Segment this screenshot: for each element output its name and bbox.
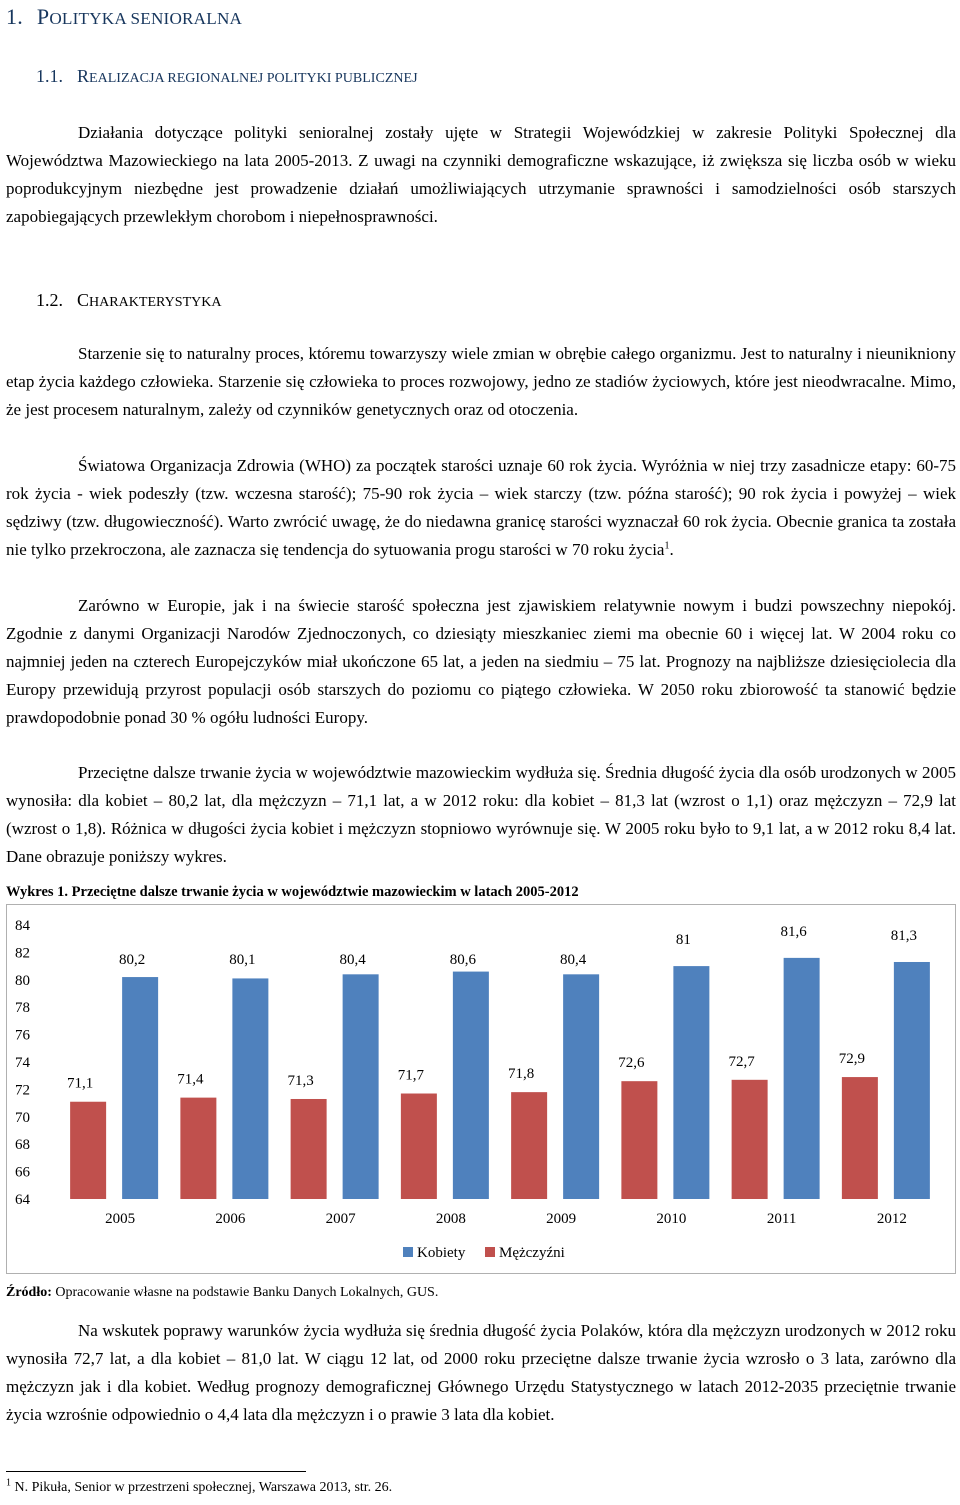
data-label: 71,4 [177,1071,204,1088]
data-label: 71,7 [397,1067,424,1084]
bar-kobiety [122,977,158,1199]
bar-kobiety [894,962,930,1199]
x-tick-label: 2010 [656,1211,687,1227]
legend-swatch [403,1247,413,1257]
intro-paragraph-text: Działania dotyczące polityki senioralnej zostały ujęte w Strategii Wojewódzkiej w zakresie Polityki Społecznej dla Województwa Mazowieckiego na lata 2005-2013. Z uwagi na czynniki demograficzne wskazujące, iż zwiększa się liczba osób w wieku poprodukcyjnym niezbędne jest prowadzenie działań umożliwiających utrzymanie sprawności i samodzielności osób starszych zapobiegających przewlekłym chorobom i niepełnosprawności. [6,123,956,226]
footnote-ref[interactable]: 1 [664,540,670,552]
bar-mezczyzni [180,1098,216,1199]
source-label: Źródło: [6,1285,52,1300]
y-tick-label: 68 [15,1137,30,1154]
chart-container [6,904,956,1274]
subsection-title-rest: EALIZACJA REGIONALNEJ POLITYKI PUBLICZNEJ [89,70,418,86]
bar-mezczyzni [621,1081,657,1199]
bar-kobiety [563,974,599,1199]
bar-mezczyzni [401,1094,437,1199]
final-paragraph [6,1317,956,1429]
chart-caption: Wykres 1. Przeciętne dalsze trwanie życia w województwie mazowieckim w latach 2005-2012 [6,884,579,900]
data-label: 80,4 [339,952,366,968]
x-tick-label: 2006 [215,1211,246,1227]
bar-mezczyzni [842,1077,878,1199]
subsection-title-initial: R [77,66,90,86]
subsection-heading-2 [36,290,222,311]
data-label: 71,3 [287,1072,314,1089]
section-heading [6,4,242,30]
bar-kobiety [343,974,379,1199]
y-tick-label: 80 [15,972,30,989]
paragraph-text: Starzenie się to naturalny proces, któremu towarzyszy wiele zmian w obrębie całego organizmu. Jest to naturalny i nieunikniony etap życia każdego człowieka. Starzenie się człowieka to proces rozwojowy, jedno ze stadiów życiowych, które jest nieodwracalne. Mimo, że jest procesem naturalnym, zależy od czynników genetycznych oraz od otoczenia. [6,344,956,419]
y-tick-label: 72 [15,1082,30,1099]
paragraph-text: Zarówno w Europie, jak i na świecie starość społeczna jest zjawiskiem relatywnie nowym i budzi powszechny niepokój. Zgodnie z danymi Organizacji Narodów Zjednoczonych, co dziesiąty mieszkaniec ziemi ma obecnie 60 i więcej lat. W 2004 roku co najmniej jeden na czterech Europejczyków miał ukończone 65 lat, a jeden na siedmiu – 75 lat. Prognozy na najbliższe dziesięciolecia dla Europy przewidują przyrost populacji osób starszych do poziomu co piątego człowieka. W 2050 roku zbiorowość ta stanowić będzie prawdopodobnie ponad 30 % ogółu ludności Europy. [6,596,956,727]
y-tick-label: 76 [15,1027,30,1044]
y-tick-label: 84 [15,918,30,934]
subsection-title-initial: C [77,290,90,310]
bar-kobiety [453,972,489,1199]
footnote-separator [6,1471,306,1472]
data-label: 72,7 [728,1053,755,1070]
y-tick-label: 70 [15,1109,30,1126]
data-label: 81,3 [890,927,917,944]
paragraph-text: Na wskutek poprawy warunków życia wydłuża się średnia długość życia Polaków, która dla mężczyzn urodzonych w 2012 roku wynosiła 72,7 lat, a dla kobiet – 81,0 lat. W ciągu 12 lat, od 2000 roku przeciętne dalsze trwanie życia wzrosło o 3 lata, zarówno dla mężczyzn jak i dla kobiet. Według prognozy demograficznej Głównego Urzędu Statystycznego w latach 2012-2035 przeciętnie trwanie życia wzrośnie odpowiednio o 4,4 lata dla mężczyzn i o prawie 3 lata dla kobiet. [6,1321,956,1424]
data-label: 71,1 [67,1075,94,1092]
section-number: 1. [6,4,23,29]
bar-kobiety [673,966,709,1199]
data-label: 81 [675,932,691,949]
legend-label: Kobiety [417,1245,466,1261]
footnote-text: N. Pikuła, Senior w przestrzeni społecznej, Warszawa 2013, str. 26. [11,1480,393,1495]
data-label: 81,6 [780,923,807,940]
bar-kobiety [232,978,268,1199]
y-tick-label: 66 [15,1164,30,1181]
source-text: Opracowanie własne na podstawie Banku Danych Lokalnych, GUS. [51,1285,439,1300]
chart-source [6,1285,438,1301]
subsection-number: 1.1. [36,66,63,86]
bar-kobiety [784,958,820,1199]
subsection-number: 1.2. [36,290,63,310]
paragraph-text: Przeciętne dalsze trwanie życia w województwie mazowieckim wydłuża się. Średnia długość życia dla osób urodzonych w 2005 wynosiła: dla kobiet – 80,2 lat, dla mężczyzn – 71,1 lat, a w 2012 roku: dla kobiet – 81,3 lat (wzrost o 1,1) oraz mężczyzn – 72,9 lat (wzrost o 1,8). Różnica w długości życia kobiet i mężczyzn stopniowo wyrównuje się. W 2005 roku było to 9,1 lat, a w 2012 roku 8,4 lat. Dane obrazuje poniższy wykres. [6,763,956,866]
life-expectancy-chart [7,905,955,1273]
body-paragraph-3 [6,592,956,732]
section-title-initial: P [36,4,50,29]
x-tick-label: 2005 [105,1211,136,1227]
legend-swatch [485,1247,495,1257]
x-tick-label: 2007 [325,1211,356,1227]
footnote [6,1477,393,1496]
subsection-heading-1 [36,66,418,87]
data-label: 71,8 [508,1066,535,1083]
data-label: 72,9 [838,1051,865,1068]
data-label: 80,2 [119,952,146,968]
subsection-title-rest: HARAKTERYSTYKA [89,294,222,310]
body-paragraph-4 [6,759,956,871]
bar-mezczyzni [732,1080,768,1199]
x-tick-label: 2012 [876,1211,907,1227]
bar-mezczyzni [511,1092,547,1199]
data-label: 80,6 [449,952,476,968]
intro-paragraph [6,119,956,231]
bar-mezczyzni [291,1099,327,1199]
y-tick-label: 78 [15,1000,30,1017]
y-tick-label: 74 [15,1055,30,1071]
data-label: 80,1 [229,952,256,968]
data-label: 80,4 [560,952,587,968]
x-tick-label: 2009 [546,1211,577,1227]
paragraph-text: Światowa Organizacja Zdrowia (WHO) za początek starości uznaje 60 rok życia. Wyróżnia w niej trzy zasadnicze etapy: 60-75 rok życia - wiek podeszły (tzw. wczesna starość); 75-90 rok życia – wiek starczy (tzw. późna starość); 90 rok życia i powyżej – wiek sędziwy (tzw. długowieczność). Warto zwrócić uwagę, że do niedawna granicę starości wyznaczał 60 rok życia. Obecnie granica ta została nie tylko przekroczona, ale zaznacza się tendencja do sytuowania progu starości w 70 roku życia [6,456,956,559]
data-label: 72,6 [618,1055,645,1072]
body-paragraph-1 [6,340,956,424]
legend-label: Mężczyźni [499,1245,565,1261]
x-tick-label: 2011 [766,1211,797,1227]
y-tick-label: 82 [15,945,30,962]
x-tick-label: 2008 [435,1211,466,1227]
footnote-number: 1 [6,1477,11,1489]
y-tick-label: 64 [15,1192,30,1208]
section-title-rest: OLITYKA SENIORALNA [49,9,243,28]
bar-mezczyzni [70,1102,106,1199]
body-paragraph-2: Światowa Organizacja Zdrowia (WHO) za początek starości uznaje 60 rok życia. Wyróżnia w niej trzy zasadnicze etapy: 60-75 rok życia - wiek podeszły (tzw. wczesna starość); 75-90 rok życia – wiek starczy (tzw. późna starość); 90 rok życia i powyżej – wiek sędziwy (tzw. długowieczność). Warto zwrócić uwagę, że do niedawna granicę starości wyznaczał 60 rok życia. Obecnie granica ta została nie tylko przekroczona, ale zaznacza się tendencja do sytuowania progu starości w 70 roku życia$^1$. [6,456,956,559]
